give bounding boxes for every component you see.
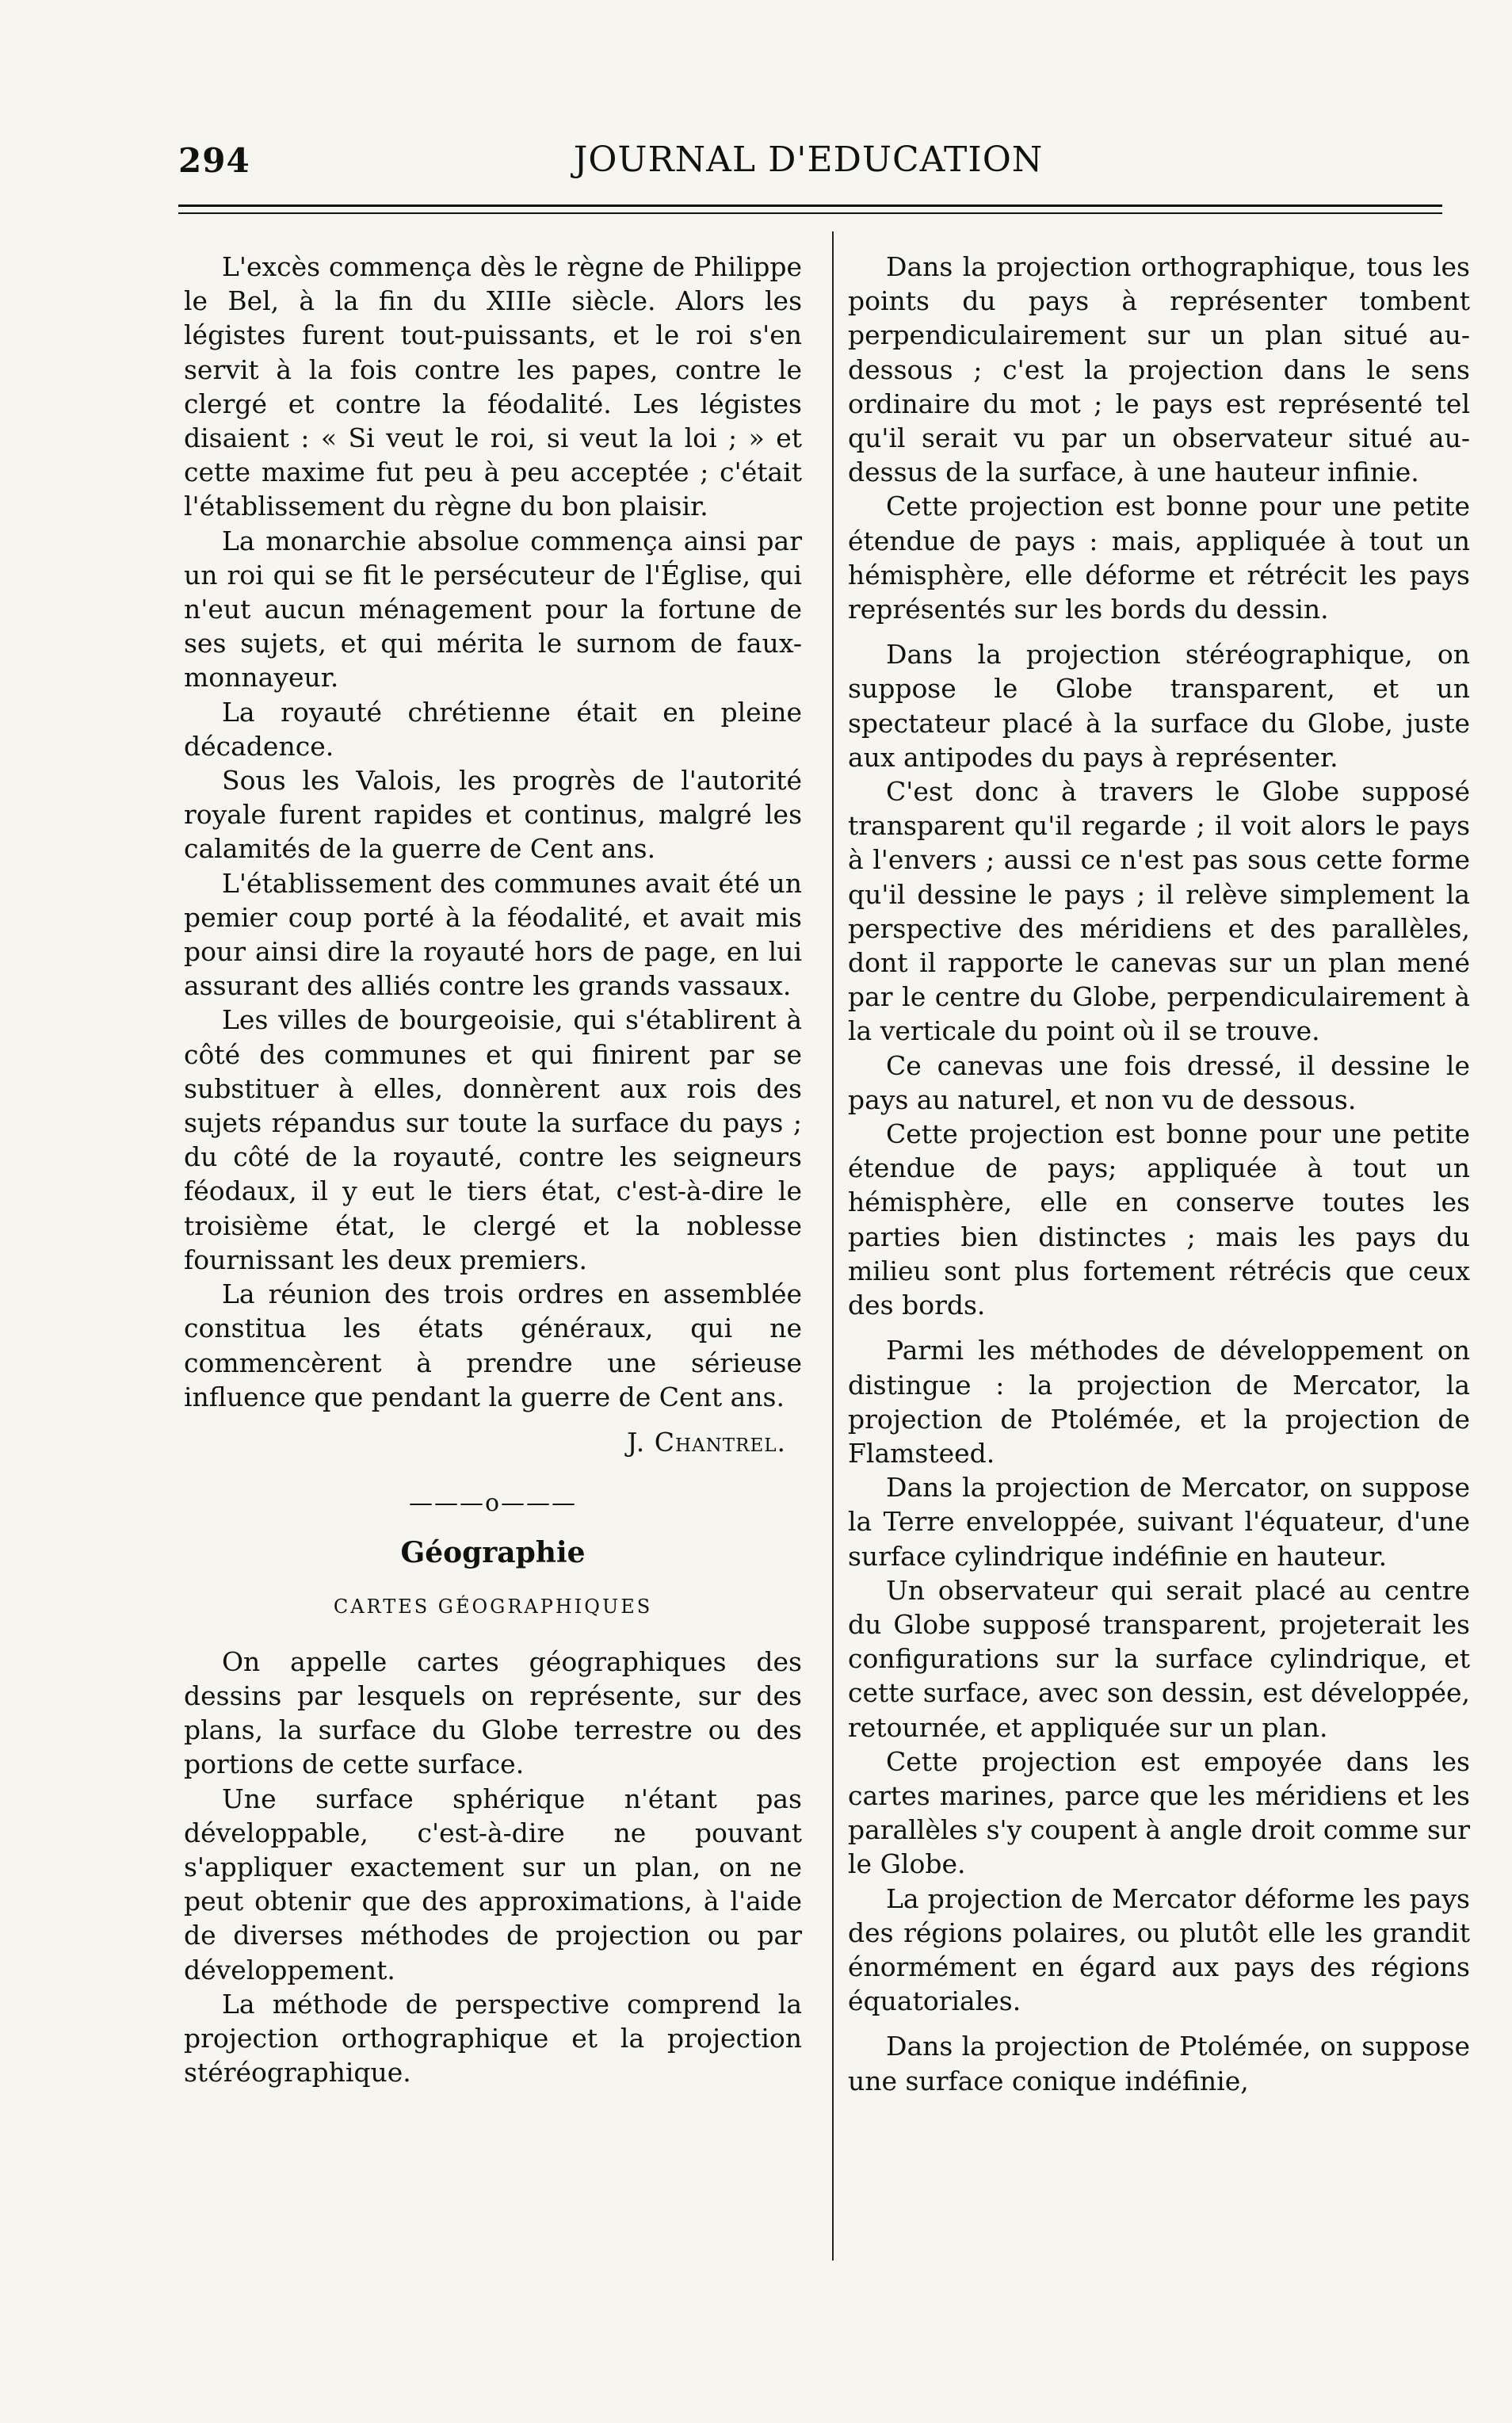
header-rule-bottom	[178, 212, 1442, 214]
paragraph: La méthode de perspective comprend la projection orthographique et la projection stéréographique.	[184, 1988, 802, 2089]
paragraph: Dans la projection de Ptolémée, on suppose une surface conique indéfinie,	[848, 2031, 1470, 2096]
section-divider: ———o———	[408, 1489, 578, 1518]
paragraph: C'est donc à travers le Globe supposé transparent qu'il regarde ; il voit alors le pays à l'envers ; aussi ce n'est pas sous cette forme qu'il dessine le pays ; il relève simplement la perspective des méridiens et des parallèles, dont il rapporte le canevas sur un plan mené par le centre du Globe, perpendiculairement à la verticale du point où il se trouve.	[848, 776, 1470, 1047]
right-column	[848, 250, 1470, 2098]
paragraph: Les villes de bourgeoisie, qui s'établirent à côté des communes et qui finirent par se substituer à elles, donnèrent aux rois des sujets répandus sur toute la surface du pays ; du côté de la royauté, contre les seigneurs féodaux, il y eut le tiers état, c'est-à-dire le troisième état, le clergé et la noblesse fournissant les deux premiers.	[184, 1004, 802, 1275]
paragraph: Parmi les méthodes de développement on distingue : la projection de Mercator, la projection de Ptolémée, et la projection de Flamsteed.	[848, 1335, 1470, 1469]
paragraph: L'excès commença dès le règne de Philippe le Bel, à la fin du XIIIe siècle. Alors les légistes furent tout-puissants, et le roi s'en servit à la fois contre les papes, contre le clergé et contre la féodalité. Les légistes disaient : « Si veut le roi, si veut la loi ; » et cette maxime fut peu à peu acceptée ; c'était l'établissement du règne du bon plaisir.	[184, 251, 802, 522]
running-title: JOURNAL D'EDUCATION	[573, 139, 1044, 180]
paragraph: Sous les Valois, les progrès de l'autorité royale furent rapides et continus, malgré les calamités de la guerre de Cent ans.	[184, 765, 802, 865]
paragraph: La projection de Mercator déforme les pays des régions polaires, ou plutôt elle les grandit énormément en égard aux pays des régions équatoriales.	[848, 1882, 1470, 2017]
paragraph: Cette projection est bonne pour une petite étendue de pays; appliquée à tout un hémisphère, elle en conserve toutes les parties bien distinctes ; mais les pays du milieu sont plus fortement rétrécis que ceux des bords.	[848, 1118, 1470, 1321]
paragraph: Dans la projection orthographique, tous les points du pays à représenter tombent perpendiculairement sur un plan situé au-dessous ; c'est la projection dans le sens ordinaire du mot ; le pays est représenté tel qu'il serait vu par un observateur situé au-dessus de la surface, à une hauteur infinie.	[848, 251, 1470, 488]
paragraph: La monarchie absolue commença ainsi par un roi qui se fit le persécuteur de l'Église, qui n'eut aucun ménagement pour la fortune de ses sujets, et qui mérita le surnom de faux-monnayeur.	[184, 525, 802, 694]
paragraph: Cette projection est empoyée dans les cartes marines, parce que les méridiens et les parallèles s'y coupent à angle droit comme sur le Globe.	[848, 1745, 1470, 1880]
page-number: 294	[178, 141, 250, 180]
paragraph: Un observateur qui serait placé au centre du Globe supposé transparent, projeterait les configurations sur la surface cylindrique, et cette surface, avec son dessin, est développée, retournée, et appliquée sur un plan.	[848, 1574, 1470, 1743]
column-divider	[832, 231, 834, 2261]
paragraph: Dans la projection stéréographique, on suppose le Globe transparent, et un spectateur placé à la surface du Globe, juste aux antipodes du pays à représenter.	[848, 639, 1470, 773]
paragraph: Cette projection est bonne pour une petite étendue de pays : mais, appliquée à tout un hémisphère, elle déforme et rétrécit les pays représentés sur les bords du dessin.	[848, 491, 1470, 625]
paragraph: On appelle cartes géographiques des dessins par lesquels on représente, sur des plans, la surface du Globe terrestre ou des portions de cette surface.	[184, 1645, 802, 1780]
paragraph: Ce canevas une fois dressé, il dessine le pays au naturel, et non vu de dessous.	[848, 1049, 1470, 1115]
author-signature: J. Chantrel.	[627, 1426, 786, 1458]
paragraph: La réunion des trois ordres en assemblée constitua les états généraux, qui ne commencèrent à prendre une sérieuse influence que pendant la guerre de Cent ans.	[184, 1278, 802, 1412]
paragraph: Une surface sphérique n'étant pas développable, c'est-à-dire ne pouvant s'appliquer exactement sur un plan, on ne peut obtenir que des approximations, à l'aide de diverses méthodes de projection ou par développement.	[184, 1783, 802, 1985]
page-header	[178, 135, 1438, 190]
subsection-title: CARTES GÉOGRAPHIQUES	[333, 1595, 653, 1618]
section-title: Géographie	[400, 1536, 586, 1570]
header-rule-top	[178, 204, 1442, 207]
left-column	[184, 250, 802, 2089]
paragraph: L'établissement des communes avait été un pemier coup porté à la féodalité, et avait mis pour ainsi dire la royauté hors de page, en lui assurant des alliés contre les grands vassaux.	[184, 867, 802, 1002]
paragraph: Dans la projection de Mercator, on suppose la Terre enveloppée, suivant l'équateur, d'une surface cylindrique indéfinie en hauteur.	[848, 1472, 1470, 1572]
paragraph: La royauté chrétienne était en pleine décadence.	[184, 696, 802, 762]
